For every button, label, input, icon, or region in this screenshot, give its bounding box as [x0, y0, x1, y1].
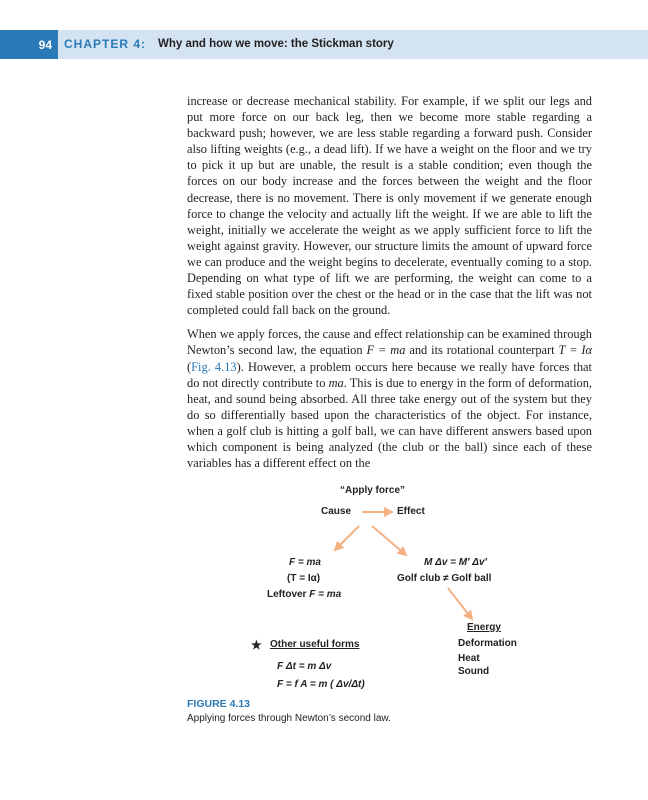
energy-item-deformation: Deformation: [458, 638, 517, 649]
energy-item-heat: Heat: [458, 653, 480, 664]
page-number: 94: [0, 30, 58, 59]
figure-caption-title: FIGURE 4.13: [187, 698, 251, 710]
paragraph-2: [187, 326, 592, 471]
form-1-text: F Δt = m Δv: [277, 661, 332, 672]
form-2: [277, 679, 365, 690]
figure-top-label: “Apply force”: [340, 485, 406, 496]
effect-label: Effect: [397, 506, 425, 517]
right-eq1-text: M Δv = M′ Δv′: [424, 557, 487, 568]
left-eq3-prefix: Leftover: [267, 589, 310, 600]
running-header: [0, 30, 648, 59]
form-2-text: F = f A = m ( Δv/Δt): [277, 679, 365, 690]
chapter-title: Why and how we move: the Stickman story: [158, 38, 394, 50]
body-text: [187, 93, 592, 479]
paragraph-1: increase or decrease mechanical stability. For example, if we split our legs and put more force on our back leg, then we become more stable regarding a backward push; however, we are less stable regarding a forward push. Consider also lifting weights (e.g., a dead lift). If we have a weight on the floor and we try to pick it up but are unable, the result is a stable condition; even though the forces on our body increase and the forces between the weight and the floor decrease, there is no movement. There is only movement if we generate enough force to change the velocity and actually lift the weight. If we are able to lift the weight, initially we accelerate the weight as we apply sufficient force to lift the weight against gravity. However, our structure limits the amount of upward force we can produce and the weight begins to decelerate, eventually coming to a stop. Depending on what type of lift we are performing, the weight can come to a fixed stable position over the chest or the head or in the case that the lift was not completed could fall back on the ground.: [187, 94, 592, 318]
arrow-to-energy: [448, 588, 472, 619]
arrow-to-left: [335, 526, 359, 550]
arrow-to-right: [372, 526, 406, 555]
chapter-label: CHAPTER 4:: [64, 37, 147, 51]
right-equation-2: Golf club ≠ Golf ball: [397, 573, 492, 584]
energy-label: Energy: [467, 622, 501, 633]
equation-t-ialpha: T = Iα: [558, 343, 592, 358]
term-ma: ma: [328, 375, 344, 390]
left-equation-1: [289, 557, 321, 568]
cause-label: Cause: [321, 506, 352, 517]
p2-text-a: When we apply forces, the cause and effect relationship can be examined through Newton’s second law, the equation: [187, 327, 592, 358]
energy-item-sound: Sound: [458, 666, 490, 677]
figure-reference-link[interactable]: Fig. 4.13: [191, 359, 237, 374]
equation-f-ma: F = ma: [366, 343, 406, 358]
p2-text-c: (: [187, 359, 192, 374]
right-equation-1: [424, 557, 487, 568]
left-equation-2: (T = Iα): [287, 573, 321, 584]
star-icon: ★: [251, 638, 262, 652]
p2-text-b: and its rotational counterpart: [405, 343, 559, 358]
p2-text-e: . This is due to energy in the form of deformation, heat, and sound being absorbed. All three take energy out of the system but they do so differentially based upon the characteristics of the object. For instance, when a golf club is hitting a golf ball, we can have different answers based upon which component is being analyzed (the club or the ball) since each of these variables has a different effect on the: [187, 375, 592, 471]
form-1: [277, 661, 331, 672]
p2-text-d: ). However, a problem occurs here because we really have forces that do not directly contribute to: [187, 359, 592, 390]
left-eq1-text: F = ma: [289, 557, 321, 568]
left-equation-3: [267, 589, 341, 600]
left-eq3-equation: F = ma: [309, 589, 342, 600]
figure-caption-text: Applying forces through Newton’s second law.: [187, 713, 391, 724]
other-forms-label: Other useful forms: [270, 639, 360, 650]
